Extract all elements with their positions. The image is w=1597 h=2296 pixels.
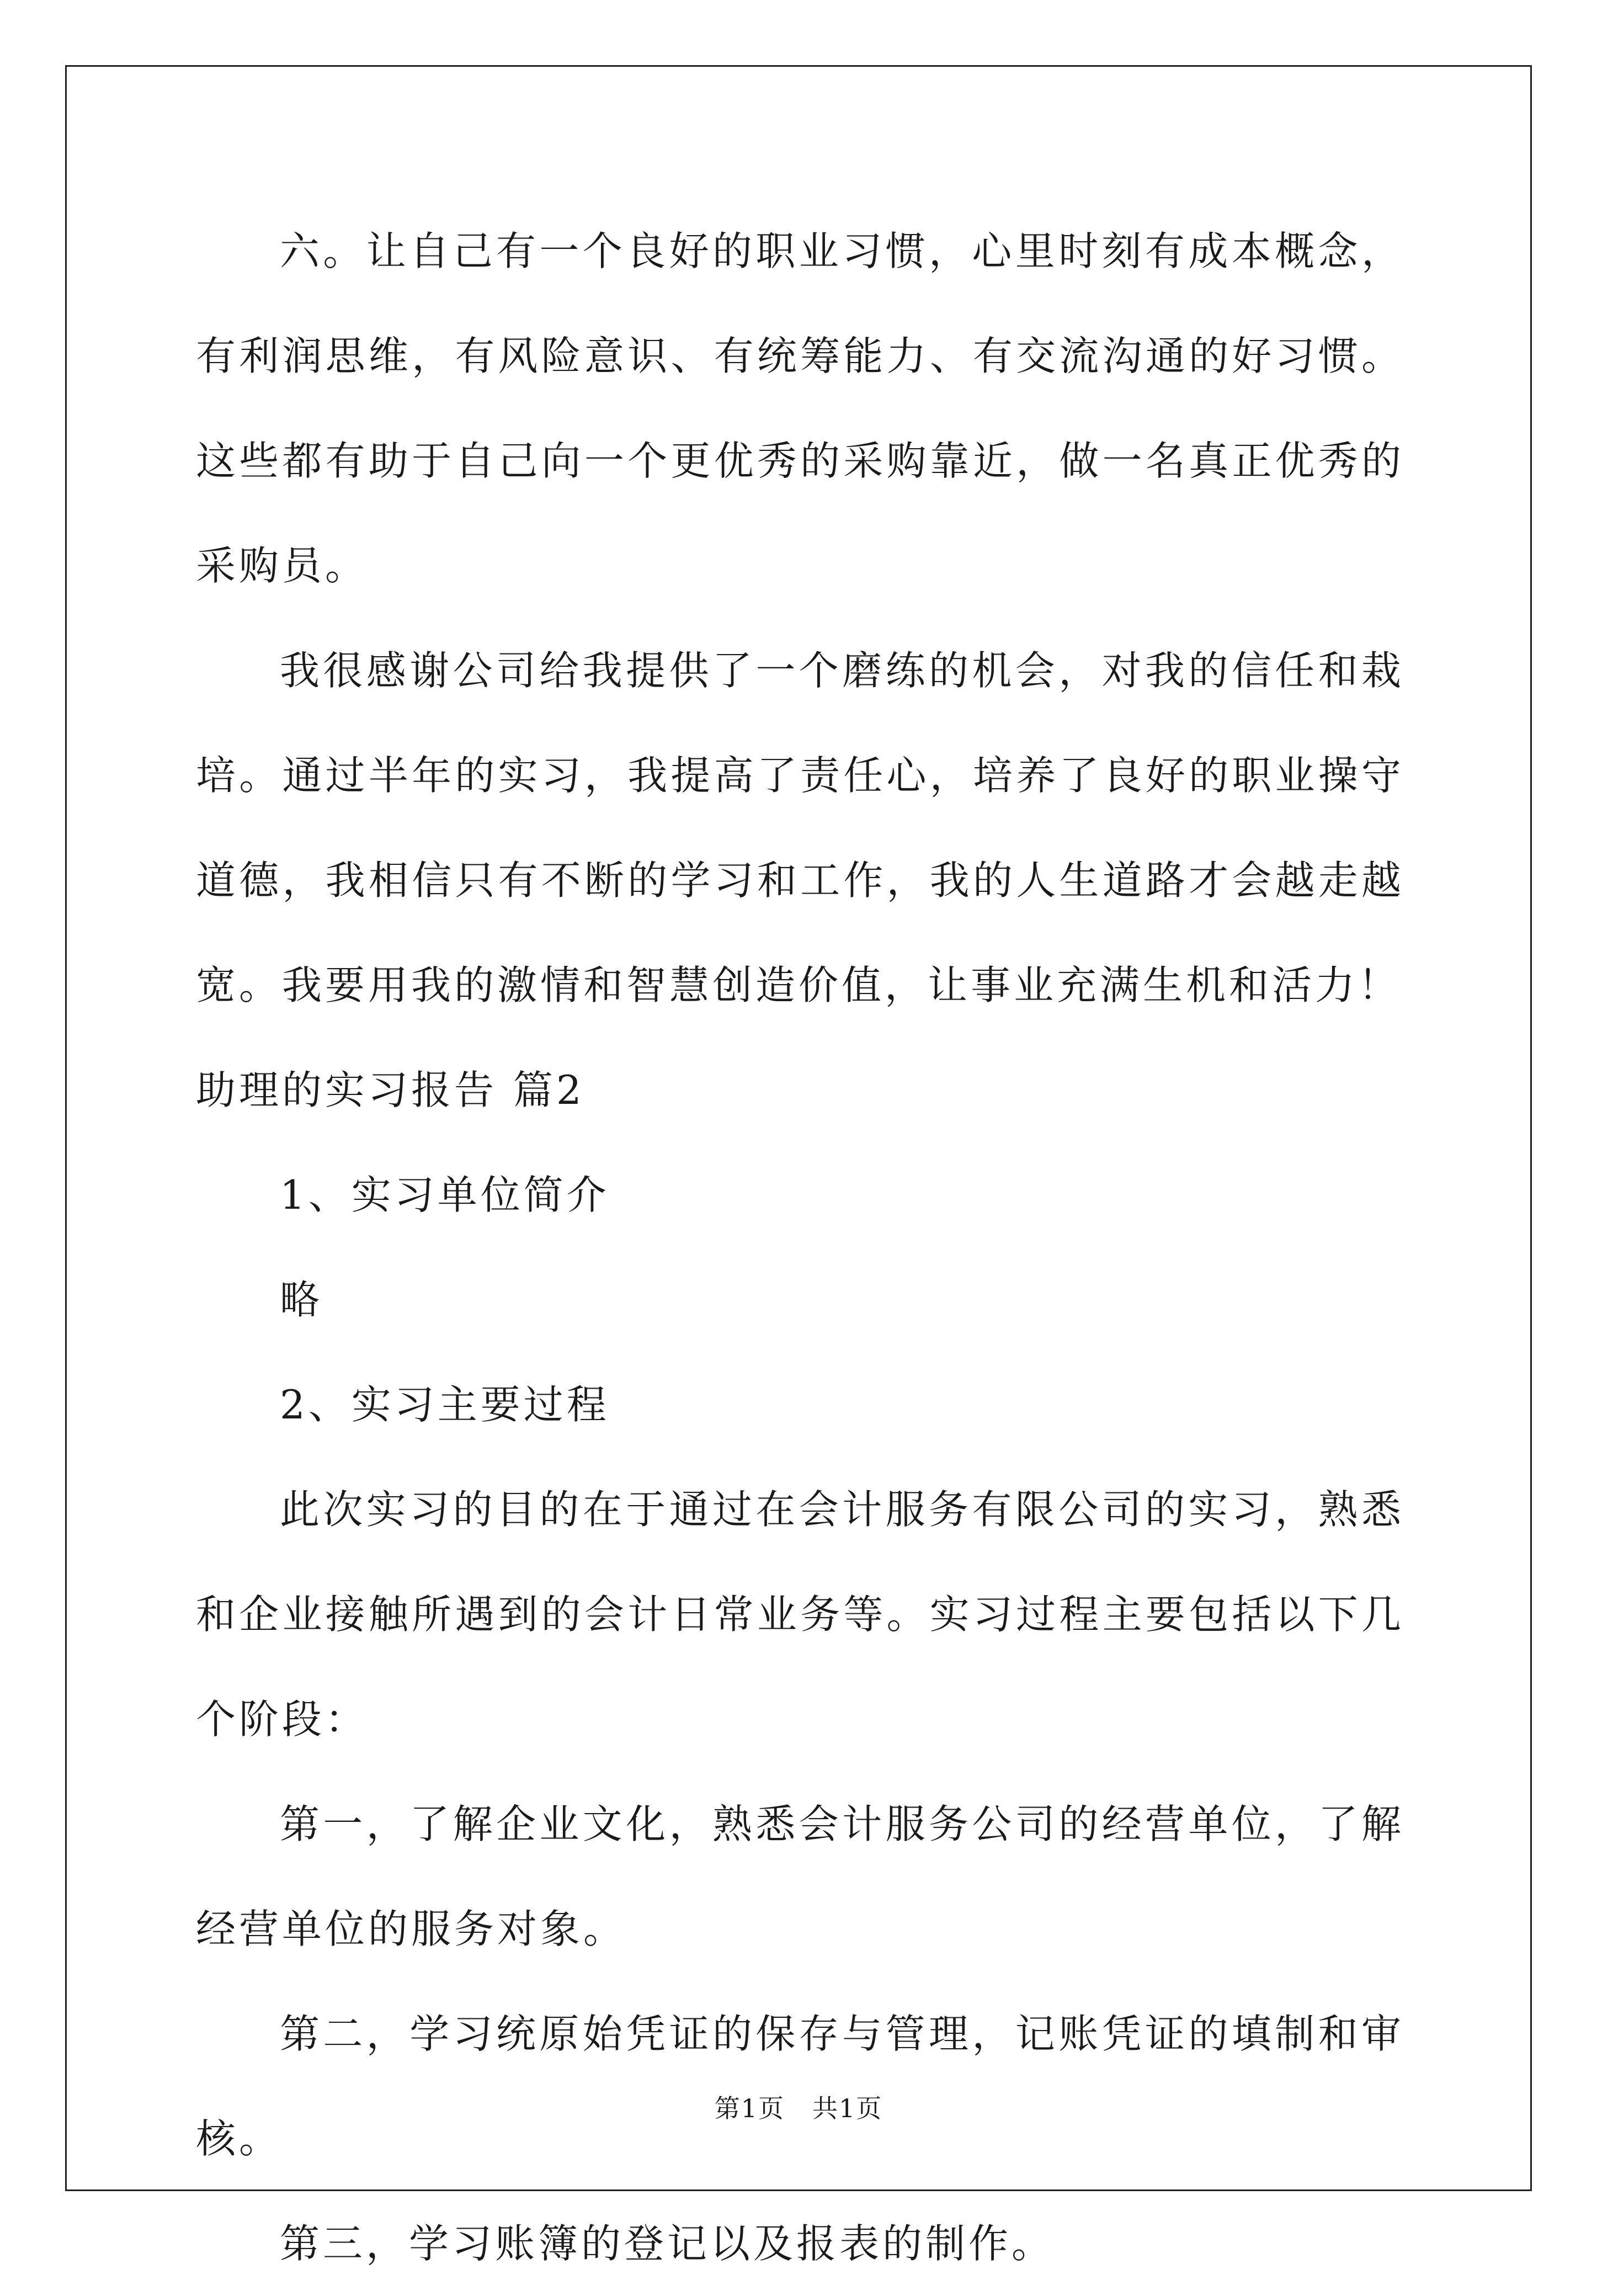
- section-heading: 助理的实习报告 篇2: [196, 1067, 585, 1113]
- page-count: 共1页: [812, 2093, 883, 2123]
- item-omitted: 略: [280, 1277, 323, 1323]
- paragraph-stage-three: 第三，学习账簿的登记以及报表的制作。: [280, 2220, 1055, 2267]
- page-footer: [0, 2092, 1597, 2125]
- paragraph-habits: 六。让自己有一个良好的职业习惯，心里时刻有成本概念，有利润思维，有风险意识、有统筹能力、有交流沟通的好习惯。这些都有助于自己向一个更优秀的采购靠近，做一名真正优秀的采购员。: [196, 228, 1404, 589]
- paragraph-stage-one: 第一，了解企业文化，熟悉会计服务公司的经营单位，了解经营单位的服务对象。: [196, 1801, 1404, 1952]
- document-body: [196, 199, 1404, 2296]
- item-process-title: 2、实习主要过程: [280, 1381, 610, 1428]
- paragraph-stage-two: 第二，学习统原始凭证的保存与管理，记账凭证的填制和审核。: [196, 2011, 1404, 2162]
- item-unit-intro: 1、实习单位简介: [280, 1172, 610, 1218]
- paragraph-gratitude: 我很感谢公司给我提供了一个磨练的机会，对我的信任和栽培。通过半年的实习，我提高了责任心，培养了良好的职业操守道德，我相信只有不断的学习和工作，我的人生道路才会越走越宽。我要用我的激情和智慧创造价值，让事业充满生机和活力！: [196, 647, 1404, 1008]
- paragraph-purpose: 此次实习的目的在于通过在会计服务有限公司的实习，熟悉和企业接触所遇到的会计日常业务等。实习过程主要包括以下几个阶段：: [196, 1486, 1404, 1742]
- page-number: 第1页: [714, 2093, 785, 2123]
